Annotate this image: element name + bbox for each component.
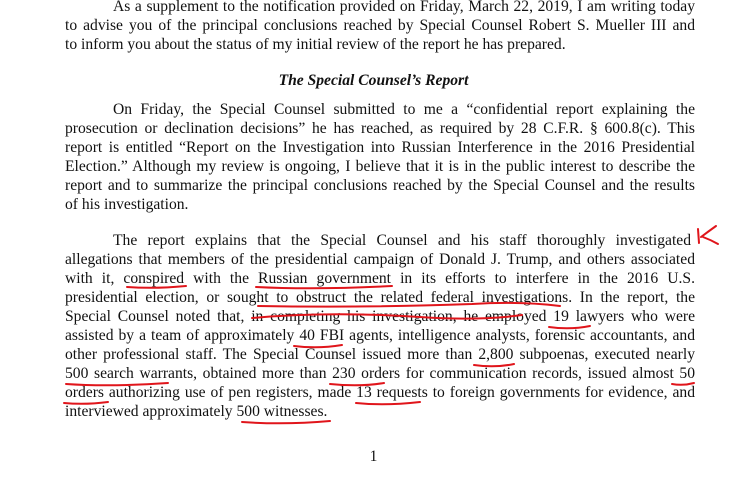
paragraph-1-line-3: to inform you about the status of my initial review of the report he has prepared. [65,36,566,53]
underline-500-witnesses [242,421,330,423]
paragraph-3-line-7: other professional staff. The Special Counsel issued more than 2,800 subpoenas, executed nearly [65,346,695,363]
paragraph-3-line-1: The report explains that the Special Counsel and his staff thoroughly investigated [113,232,691,249]
paragraph-2-line-3: report is entitled “Report on the Investigation into Russian Interference in the 2016 Presidential [65,139,695,156]
paragraph-3-line-9: orders authorizing use of pen registers, made 13 requests to foreign governments for evidence, and [65,384,695,401]
paragraph-3-line-10: interviewed approximately 500 witnesses. [65,403,328,420]
paragraph-3-line-6: assisted by a team of approximately 40 FBI agents, intelligence analysts, forensic accountants, and [65,327,695,344]
paragraph-3-line-8: 500 search warrants, obtained more than 230 orders for communication records, issued almost 50 [65,365,695,382]
page-number: 1 [369,448,378,465]
paragraph-2-line-2: prosecution or declination decisions” he has reached, as required by 28 C.F.R. § 600.8(c). This [65,120,695,137]
paragraph-3-line-2: allegations that members of the presidential campaign of Donald J. Trump, and others associated [65,251,695,268]
paragraph-3-line-4: presidential election, or sought to obstruct the related federal investigations. In the report, the [65,289,695,306]
paragraph-1-line-2: to advise you of the principal conclusions reached by Special Counsel Robert S. Mueller III and [65,17,695,34]
check-mark-icon [698,226,718,244]
section-heading: The Special Counsel’s Report [278,72,469,89]
paragraph-2-line-5: report and to summarize the principal conclusions reached by the Special Counsel and the results [65,177,695,194]
paragraph-2-line-1: On Friday, the Special Counsel submitted to me a “confidential report explaining the [113,101,695,118]
paragraph-2-line-6: of his investigation. [65,196,189,213]
paragraph-3-line-5: Special Counsel noted that, in completing his investigation, he employed 19 lawyers who were [65,308,695,325]
paragraph-1-line-1: As a supplement to the notification provided on Friday, March 22, 2019, I am writing today [113,0,695,15]
paragraph-2-line-4: Election.” Although my review is ongoing, I believe that it is in the public interest to describe the [65,158,695,175]
paragraph-3-line-3: with it, conspired with the Russian government in its efforts to interfere in the 2016 U.S. [65,270,695,287]
